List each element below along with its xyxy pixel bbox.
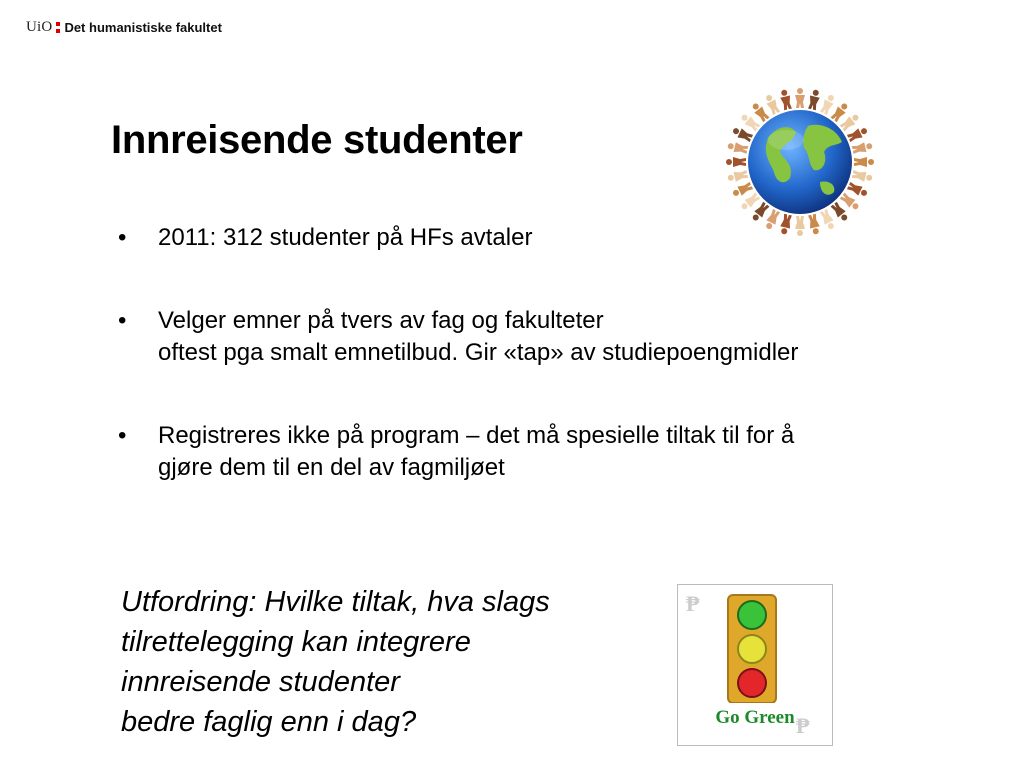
uio-logo-mark [56,22,60,33]
person-figure [795,216,805,236]
question-line: innreisende studenter [121,666,400,698]
watermark-icon: ₱ [686,591,700,616]
person-figure [807,89,821,111]
uio-logo: UiO [26,18,53,35]
bullet-line: Registreres ikke på program – det må spesielle tiltak til for å [158,422,795,449]
bullet-item [118,222,532,254]
person-figure [727,141,749,155]
person-figure [763,209,781,231]
person-figure [807,214,821,236]
traffic-light-image [677,584,833,746]
globe-people-image [724,86,876,238]
bullet-line: gjøre dem til en del av fagmiljøet [158,454,505,481]
watermark-icon: ₱ [796,713,810,738]
bullet-line: oftest pga smalt emnetilbud. Gir «tap» av studiepoengmidler [158,339,799,366]
person-figure [854,157,874,167]
person-figure [852,169,874,183]
person-figure [795,88,805,108]
person-figure [819,93,837,115]
bullet-marker: • [118,422,127,449]
traffic-light-icon [678,585,832,703]
person-figure [763,93,781,115]
question-line: Utfordring: Hvilke tiltak, hva slags [121,586,550,618]
person-figure [847,181,869,199]
question-line: tilrettelegging kan integrere [121,626,471,658]
challenge-question [121,582,661,742]
person-figure [726,157,746,167]
person-figure [731,125,753,143]
person-figure [779,214,793,236]
person-figure [852,141,874,155]
person-figure [731,181,753,199]
slide-title: Innreisende studenter [111,118,523,162]
bullet-marker: • [118,224,127,251]
bullet-item [118,305,798,369]
person-figure [727,169,749,183]
bullet-line: 2011: 312 studenter på HFs avtaler [158,224,533,251]
slide-header [26,16,222,38]
bullet-item [118,420,794,484]
person-figure [819,209,837,231]
bullet-line: Velger emner på tvers av fag og fakulteter [158,307,604,334]
person-figure [847,125,869,143]
go-green-caption: Go Green [715,707,795,728]
question-line: bedre faglig enn i dag? [121,706,417,738]
faculty-name: Det humanistiske fakultet [64,19,222,35]
person-figure [779,89,793,111]
bullet-marker: • [118,307,127,334]
